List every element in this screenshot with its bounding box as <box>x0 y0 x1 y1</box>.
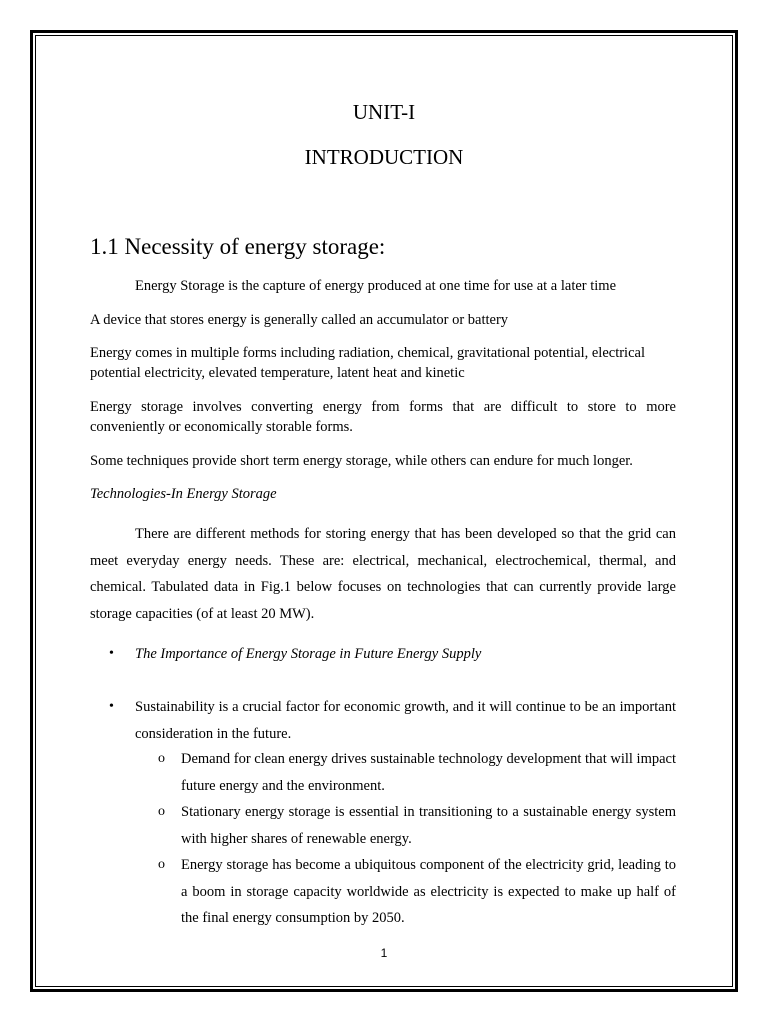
subheading-technologies: Technologies-In Energy Storage <box>90 486 277 502</box>
bullet-item <box>90 641 676 671</box>
paragraph-device: A device that stores energy is generally called an accumulator or battery <box>90 312 509 328</box>
sub-bullet-marker: o <box>158 804 165 819</box>
sub-bullet-marker: o <box>158 857 165 872</box>
sub-bullet-text-stationary: Stationary energy storage is essential in transitioning to a sustainable energy system with higher shares of renewable energy. <box>181 804 676 847</box>
sub-bullet-text-demand: Demand for clean energy drives sustainable technology development that will impact future energy and the environment. <box>181 751 676 794</box>
section-heading: 1.1 Necessity of energy storage: <box>90 234 386 259</box>
bullet-marker: • <box>109 646 114 661</box>
paragraph-methods: There are different methods for storing energy that has been developed so that the grid can meet everyday energy needs. These are: electrical, mechanical, electrochemical, thermal, and chemical. Tabulated data in Fig.1 below focuses on technologies that can currently provide large storage capacities (of at least 20 MW). <box>90 526 676 622</box>
paragraph-forms: Energy comes in multiple forms including radiation, chemical, gravitational potential, electrical potential electricity, elevated temperature, latent heat and kinetic <box>90 345 645 381</box>
bullet-marker: • <box>109 699 114 714</box>
paragraph-converting: Energy storage involves converting energy from forms that are difficult to store to more conveniently or economically storable forms. <box>90 399 676 435</box>
page-number: 1 <box>380 946 388 960</box>
unit-title: UNIT-I <box>352 100 416 124</box>
sub-bullet-text-ubiquitous: Energy storage has become a ubiquitous component of the electricity grid, leading to a boom in storage capacity worldwide as electricity is expected to make up half of the final energy consumption by 2050. <box>181 857 676 926</box>
paragraph-definition: Energy Storage is the capture of energy produced at one time for use at a later time <box>135 278 617 294</box>
paragraph-techniques: Some techniques provide short term energy storage, while others can endure for much longer. <box>90 453 633 469</box>
sub-bullet-marker: o <box>158 751 165 766</box>
bullet-text-importance: The Importance of Energy Storage in Future Energy Supply <box>135 646 482 662</box>
bullet-text-sustainability: Sustainability is a crucial factor for economic growth, and it will continue to be an important consideration in the future. <box>135 699 676 742</box>
bullet-item <box>90 694 676 934</box>
chapter-title: INTRODUCTION <box>304 145 464 169</box>
